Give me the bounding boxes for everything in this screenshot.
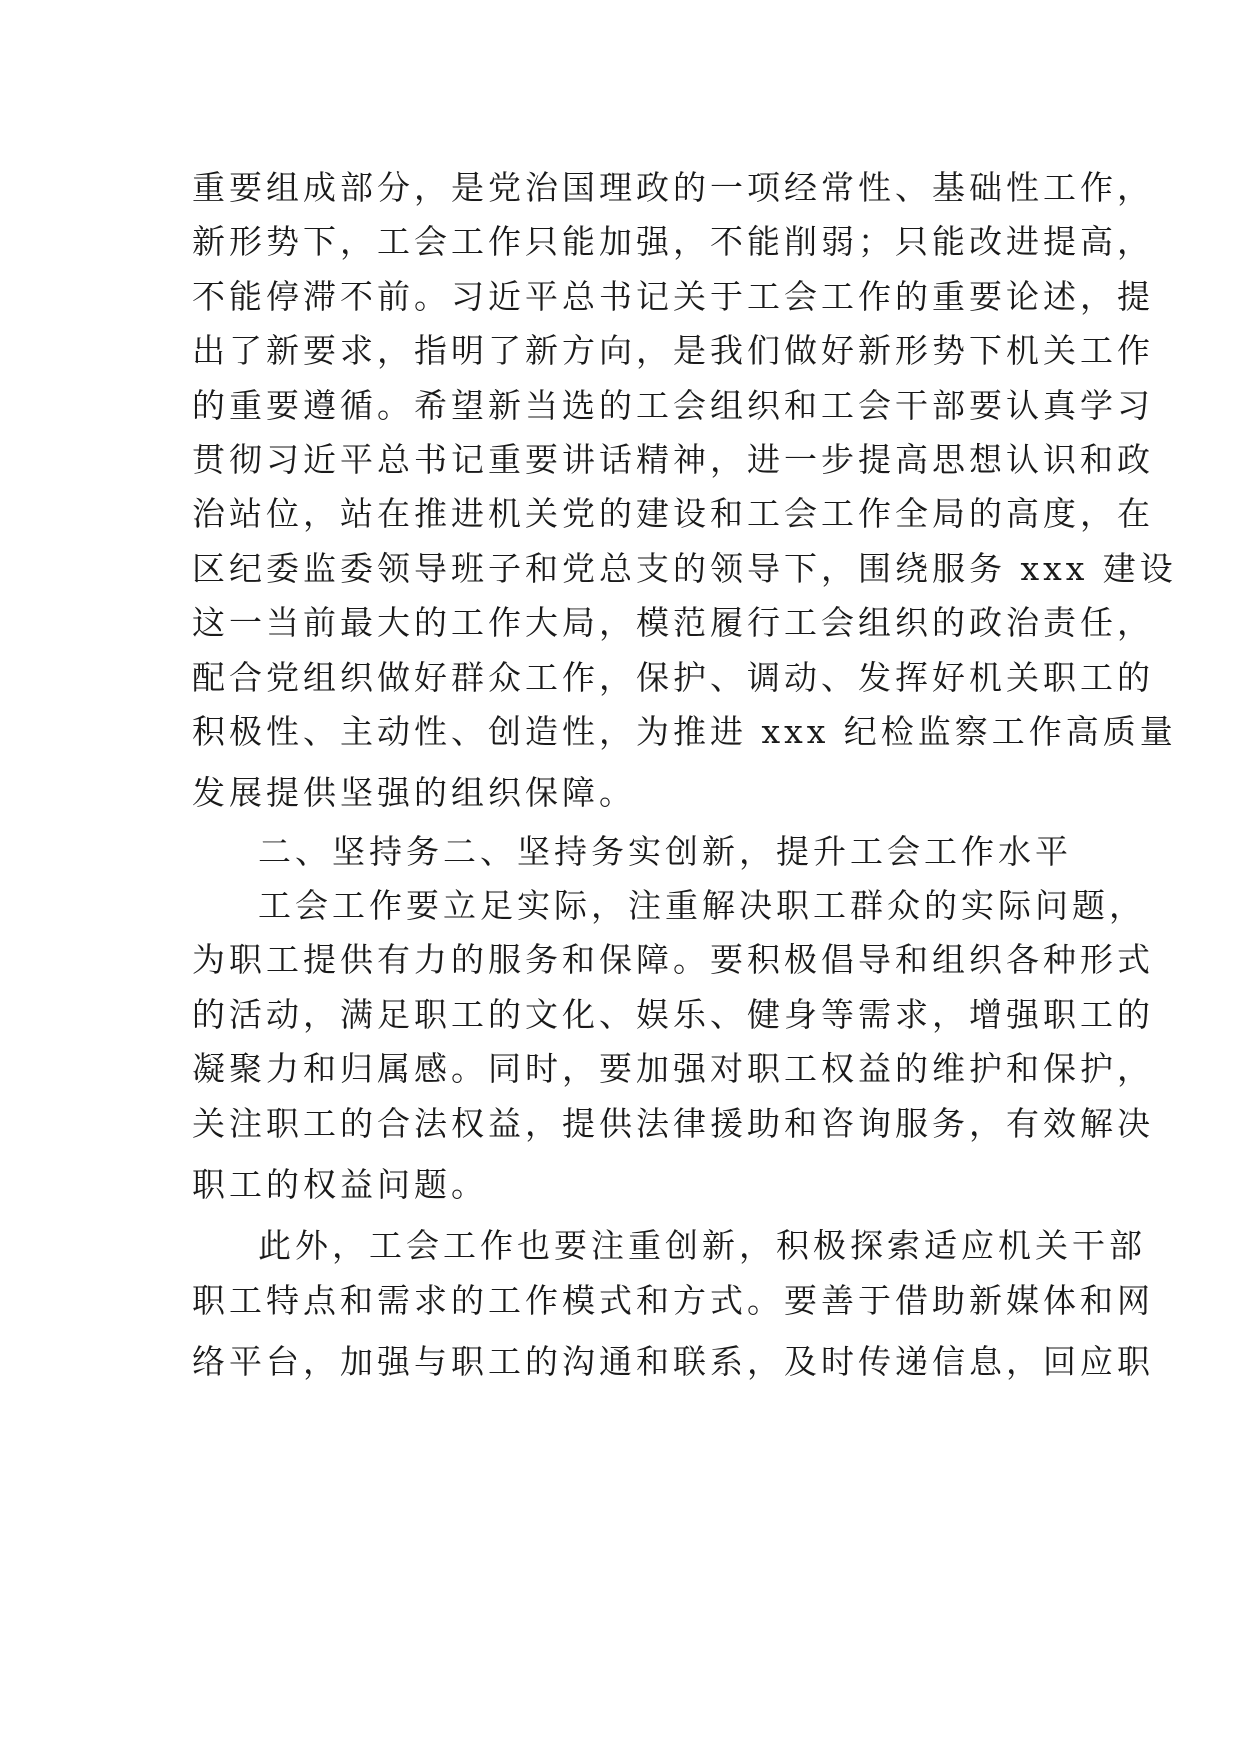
paragraph-line: 贯彻习近平总书记重要讲话精神，进一步提高思想认识和政 [192,440,1154,479]
paragraph-line: 新形势下，工会工作只能加强，不能削弱；只能改进提高， [192,222,1154,261]
paragraph-line: 职工的权益问题。 [192,1165,488,1204]
paragraph-line: 关注职工的合法权益，提供法律援助和咨询服务，有效解决 [192,1104,1154,1143]
paragraph-line: 重要组成部分，是党治国理政的一项经常性、基础性工作， [192,168,1154,207]
paragraph-line: 治站位，站在推进机关党的建设和工会工作全局的高度，在 [192,494,1154,533]
paragraph-line: 工会工作要立足实际，注重解决职工群众的实际问题， [258,886,1146,925]
paragraph-line: 出了新要求，指明了新方向，是我们做好新形势下机关工作 [192,331,1154,370]
paragraph-line: 这一当前最大的工作大局，模范履行工会组织的政治责任， [192,603,1154,642]
paragraph-line: 发展提供坚强的组织保障。 [192,773,636,812]
paragraph-line: 职工特点和需求的工作模式和方式。要善于借助新媒体和网 [192,1281,1154,1320]
paragraph-line: 此外，工会工作也要注重创新，积极探索适应机关干部 [258,1226,1146,1265]
paragraph-line: 配合党组织做好群众工作，保护、调动、发挥好机关职工的 [192,658,1154,697]
paragraph-line: 的重要遵循。希望新当选的工会组织和工会干部要认真学习 [192,386,1154,425]
paragraph-line: 为职工提供有力的服务和保障。要积极倡导和组织各种形式 [192,940,1154,979]
paragraph-line: 积极性、主动性、创造性，为推进 xxx 纪检监察工作高质量 [192,712,1177,751]
section-heading: 二、坚持务二、坚持务实创新，提升工会工作水平 [258,832,1072,871]
paragraph-line: 凝聚力和归属感。同时，要加强对职工权益的维护和保护， [192,1049,1154,1088]
paragraph-line: 络平台，加强与职工的沟通和联系，及时传递信息，回应职 [192,1342,1154,1381]
paragraph-line: 不能停滞不前。习近平总书记关于工会工作的重要论述，提 [192,277,1154,316]
paragraph-line: 的活动，满足职工的文化、娱乐、健身等需求，增强职工的 [192,995,1154,1034]
paragraph-line: 区纪委监委领导班子和党总支的领导下，围绕服务 xxx 建设 [192,549,1177,588]
